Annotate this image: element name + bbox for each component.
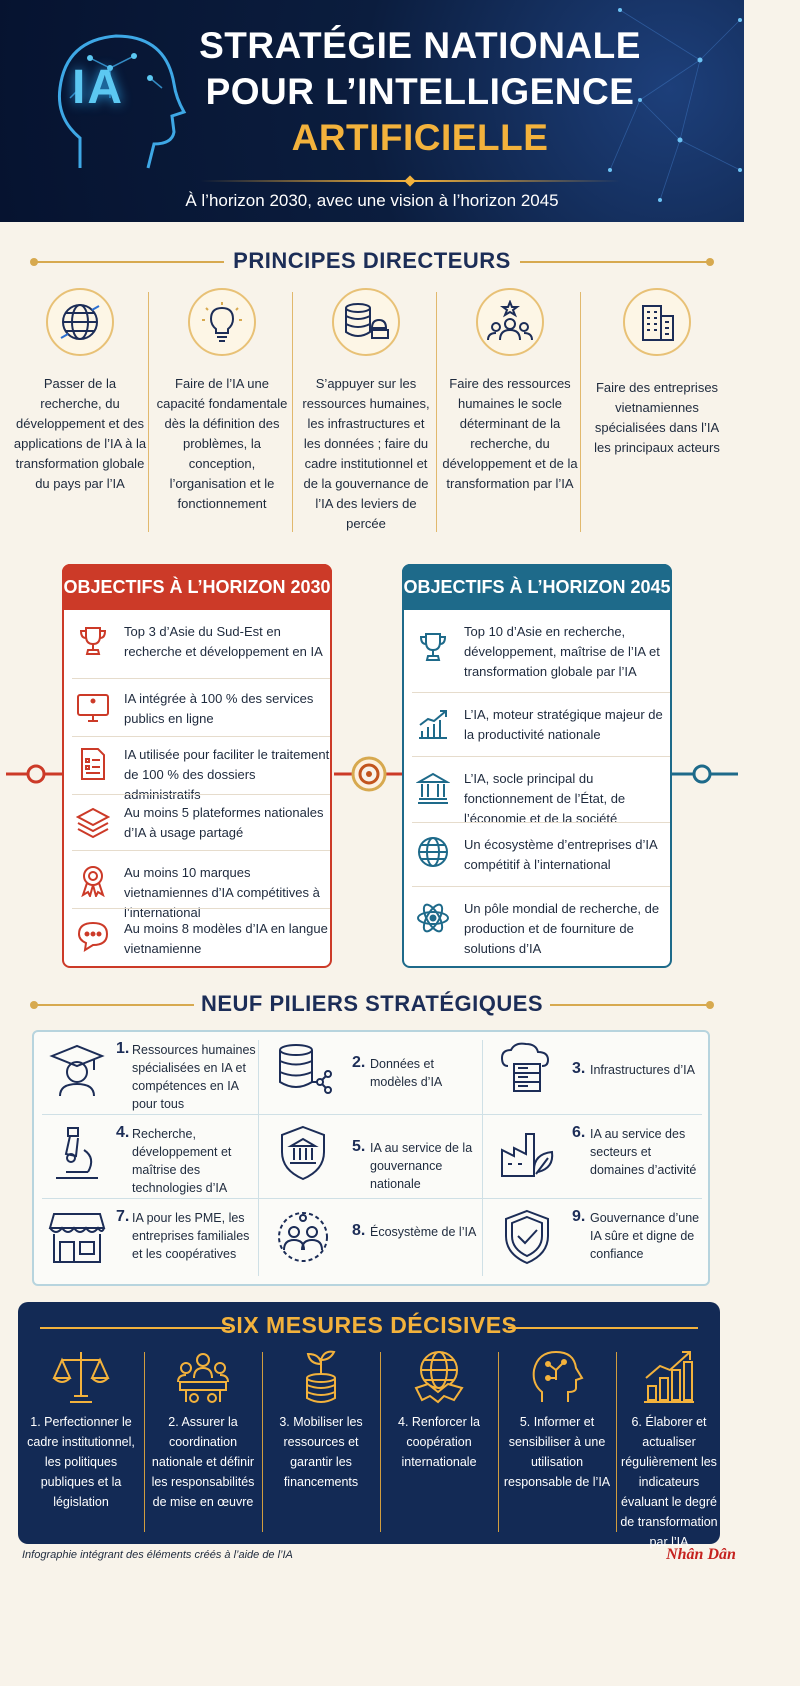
measure-item [264,1346,378,1536]
principle-text: Passer de la recherche, du développement et des applications de l’IA à la transformation globale du pays par l’IA [13,376,147,491]
pillar-text: Ressources humaines spécialisées en IA et compétences en IA pour tous [132,1043,256,1111]
pillar-number: 3. [572,1060,586,1077]
pillar-number: 4. [116,1124,130,1141]
buildings-icon [623,288,691,356]
pillar-text: IA pour les PME, les entreprises familiales et les coopératives [132,1211,250,1261]
coins-plant-icon [292,1348,350,1406]
principle-item [294,286,438,536]
meeting-icon [174,1348,232,1406]
database-cloud-icon [332,288,400,356]
monitor-icon [76,691,110,725]
objective-item [72,622,330,674]
column-divider [292,292,293,532]
pillar-text: Données et modèles d’IA [370,1057,443,1089]
objective-item [412,822,670,886]
cloud-server-icon [498,1040,556,1098]
column-divider [580,292,581,532]
globe-icon [46,288,114,356]
pillar-text: IA au service de la gouvernance nationale [370,1141,473,1191]
pillar-item [34,1032,260,1116]
principle-item [585,286,729,536]
pillar-text: Écosystème de l’IA [370,1225,477,1239]
header-banner [0,0,744,222]
measure-item [146,1346,260,1536]
measure-text: 1. Perfectionner le cadre institutionnel, les politiques publiques et la législation [27,1415,135,1509]
principle-text: Faire des ressources humaines le socle déterminant de la recherche, du développement et de la transformation par l’IA [442,376,578,491]
ai-head-icon [528,1348,586,1406]
measure-item [24,1346,138,1536]
pillar-number: 6. [572,1124,586,1141]
pillar-item [260,1032,486,1116]
column-divider [436,292,437,532]
trophy-icon [416,630,450,664]
objectives-2045-title: OBJECTIFS À L’HORIZON 2045 [402,564,672,610]
shield-check-icon [498,1208,556,1266]
objective-item [412,692,670,754]
objective-text: L’IA, moteur stratégique majeur de la productivité nationale [464,707,663,742]
measure-text: 2. Assurer la coordination nationale et définir les responsabilités de mise en œuvre [151,1415,255,1509]
scales-icon [52,1348,110,1406]
objective-text: Au moins 8 modèles d’IA en langue vietnamienne [124,921,328,956]
objective-item [412,886,670,964]
database-icon [274,1040,332,1098]
government-building-icon [416,771,450,805]
pillar-text: Recherche, développement et maîtrise des technologies d’IA [132,1127,232,1195]
measure-text: 3. Mobiliser les ressources et garantir les financements [279,1415,363,1489]
pillars-title: NEUF PILIERS STRATÉGIQUES [200,991,544,1016]
title-line-2: POUR L’INTELLIGENCE [205,71,635,112]
objective-text: IA intégrée à 100 % des services publics en ligne [124,691,314,726]
pillar-text: IA au service des secteurs et domaines d’activité [590,1127,697,1177]
objective-item [72,850,330,920]
column-divider [148,292,149,532]
pillar-item [484,1200,710,1284]
pillar-item [260,1116,486,1200]
objective-item [72,794,330,848]
pillar-item [484,1116,710,1200]
objective-text: Top 10 d’Asie en recherche, développement, maîtrise de l’IA et transformation globale par l’IA [464,624,660,679]
pillar-number: 1. [116,1040,130,1057]
document-icon [76,747,110,781]
measure-item [616,1346,722,1549]
pillar-number: 2. [352,1054,366,1071]
people-star-icon [476,288,544,356]
microscope-icon [48,1124,106,1182]
objectives-2030-title: OBJECTIFS À L’HORIZON 2030 [62,564,332,610]
principles-title: PRINCIPES DIRECTEURS [233,248,511,273]
title-line-1: STRATÉGIE NATIONALE [199,25,641,66]
lightbulb-icon [188,288,256,356]
handshake-globe-icon [410,1348,468,1406]
objectives-2045-panel [402,564,672,968]
measures-panel [18,1302,720,1549]
shop-icon [48,1208,106,1266]
pillars-grid [32,1030,710,1286]
footer-credit: Infographie intégrant des éléments créés à l’aide de l’IA [22,1549,293,1561]
principle-text: Faire des entreprises vietnamiennes spécialisées dans l’IA les principaux acteurs [594,380,720,455]
trophy-icon [76,624,110,658]
measure-item [382,1346,496,1536]
chat-bubble-icon [76,919,110,953]
pillar-number: 9. [572,1208,586,1225]
pillar-item [484,1032,710,1116]
bar-chart-icon [640,1348,698,1406]
shield-building-icon [274,1124,332,1182]
pillar-text: Infrastructures d’IA [590,1063,695,1077]
title-line-3: ARTIFICIELLE [291,117,549,158]
factory-leaf-icon [498,1124,556,1182]
pillar-text: Gouvernance d’une IA sûre et digne de confiance [590,1211,700,1261]
pillar-item [34,1116,260,1200]
objective-text: Top 3 d’Asie du Sud-Est en recherche et développement en IA [124,624,323,659]
pillar-number: 5. [352,1138,366,1155]
graduate-icon [48,1040,106,1098]
objective-text: Au moins 5 plateformes nationales d’IA à usage partagé [124,805,324,840]
brand-logo: Nhân Dân [666,1546,736,1563]
objective-text: Un écosystème d’entreprises d’IA compétitif à l’international [464,837,657,872]
objective-text: Un pôle mondial de recherche, de production et de fourniture de solutions d’IA [464,901,660,956]
objective-item [72,908,330,964]
layers-icon [76,805,110,839]
column-divider [498,1352,499,1532]
objective-text: L’IA, socle principal du fonctionnement de l’État, de l’économie et de la société [464,771,626,826]
atom-icon [416,901,450,935]
column-divider [262,1352,263,1532]
principle-text: S’appuyer sur les ressources humaines, les infrastructures et les données ; faire du cadre institutionnel et de la gouvernance de l’IA des leviers de percée [302,376,430,531]
column-divider [380,1352,381,1532]
objective-item [72,678,330,730]
pillar-number: 8. [352,1222,366,1239]
measures-title: SIX MESURES DÉCISIVES [220,1312,518,1338]
objective-item [412,756,670,826]
column-divider [144,1352,145,1532]
globe-icon [416,835,450,869]
measure-text: 4. Renforcer la coopération internationale [398,1415,480,1469]
objective-item [412,622,670,692]
pillar-number: 7. [116,1208,130,1225]
growth-chart-icon [416,707,450,741]
measure-text: 6. Élaborer et actualiser régulièrement les indicateurs évaluant le degré de transformation par l’IA [620,1415,718,1549]
medal-icon [76,863,110,897]
objectives-2030-panel [62,564,332,968]
measure-item [500,1346,614,1536]
ia-logo-text: IA [72,61,124,114]
pillar-item [260,1200,486,1284]
objective-text: Au moins 10 marques vietnamiennes d’IA compétitives à l’international [124,865,320,920]
principle-text: Faire de l’IA une capacité fondamentale dès la définition des problèmes, la conception, l’organisation et le fonctionnement [156,376,288,511]
header-subtitle: À l’horizon 2030, avec une vision à l’horizon 2045 [185,191,559,210]
objective-text: IA utilisée pour faciliter le traitement de 100 % des dossiers administratifs [124,747,330,802]
measure-text: 5. Informer et sensibiliser à une utilisation responsable de l’IA [503,1415,611,1489]
pillar-item [34,1200,260,1284]
ecosystem-icon [274,1208,332,1266]
principle-item [8,286,152,536]
principle-item [150,286,294,536]
objective-item [72,736,330,802]
principle-item [438,286,582,536]
